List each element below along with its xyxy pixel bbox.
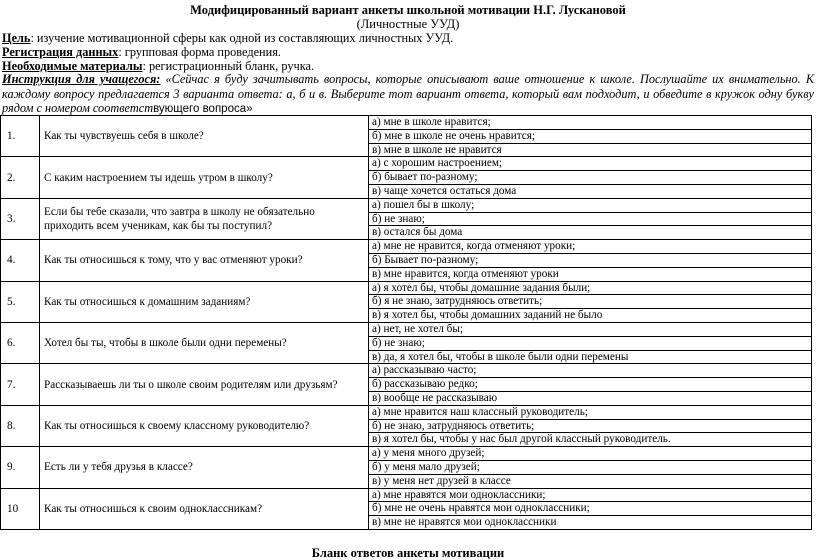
answer-option-b[interactable]: б) мне не очень нравятся мои одноклассники; bbox=[369, 501, 811, 515]
question-number: 2. bbox=[1, 157, 40, 198]
answer-option-a[interactable]: а) мне не нравится, когда отменяют уроки; bbox=[372, 240, 576, 253]
answer-option-c[interactable]: в) вообще не рассказываю bbox=[369, 391, 811, 405]
answer-option-b[interactable]: б) не знаю; bbox=[369, 336, 811, 350]
answer-option-c[interactable]: в) чаще хочется остаться дома bbox=[369, 184, 811, 198]
answer-option-c[interactable]: в) мне в школе не нравится bbox=[369, 143, 811, 157]
answer-option-b[interactable]: б) не знаю, затрудняюсь ответить; bbox=[369, 419, 811, 433]
question-text: Рассказываешь ли ты о школе своим родителям или друзьям? bbox=[40, 364, 369, 405]
document-subtitle: (Личностные УУД) bbox=[356, 17, 460, 31]
answer-option-b[interactable]: б) мне в школе не очень нравится; bbox=[369, 129, 811, 143]
materials-line bbox=[2, 59, 814, 73]
materials-text: : регистрационный бланк, ручка. bbox=[142, 59, 315, 73]
answer-options bbox=[369, 157, 812, 198]
answer-options bbox=[369, 488, 812, 529]
answer-option-c[interactable]: в) мне не нравятся мои одноклассники bbox=[369, 515, 811, 529]
questionnaire-body bbox=[1, 116, 812, 530]
question-text: Как ты относишься к своим одноклассникам? bbox=[40, 488, 369, 529]
answer-option-c[interactable]: в) я хотел бы, чтобы домашних заданий не было bbox=[369, 308, 811, 322]
goal-text: : изучение мотивационной сферы как одной из составляющих личностных УУД. bbox=[30, 31, 454, 45]
document-title: Модифицированный вариант анкеты школьной мотивации Н.Г. Лускановой bbox=[190, 3, 626, 17]
answer-option-c[interactable]: в) у меня нет друзей в классе bbox=[369, 474, 811, 488]
question-row bbox=[1, 281, 812, 322]
question-number: 3. bbox=[1, 198, 40, 239]
answer-option-a[interactable]: а) пошел бы в школу; bbox=[372, 198, 475, 211]
answer-options bbox=[369, 447, 812, 488]
question-text: Как ты относишься к домашним заданиям? bbox=[40, 281, 369, 322]
answer-option-a[interactable]: а) нет, не хотел бы; bbox=[372, 322, 463, 335]
answer-option-a[interactable]: а) рассказываю часто; bbox=[372, 364, 477, 377]
answer-options bbox=[369, 405, 812, 446]
answer-option-a[interactable]: а) мне нравится наш классный руководитель; bbox=[372, 405, 588, 418]
answer-option-b[interactable]: б) я не знаю, затрудняюсь ответить; bbox=[369, 294, 811, 308]
question-row bbox=[1, 322, 812, 363]
answer-option-c[interactable]: в) мне нравится, когда отменяют уроки bbox=[369, 267, 811, 281]
answer-option-b[interactable]: б) бывает по-разному; bbox=[369, 170, 811, 184]
answer-option-a[interactable]: а) у меня много друзей; bbox=[372, 447, 485, 460]
answer-options bbox=[369, 240, 812, 281]
registration-label: Регистрация данных bbox=[2, 45, 119, 59]
question-text: Если бы тебе сказали, что завтра в школу не обязательно приходить всем ученикам, как бы ты поступил? bbox=[40, 198, 369, 239]
answer-options bbox=[369, 198, 812, 239]
answer-option-b[interactable]: б) не знаю; bbox=[369, 212, 811, 226]
question-number: 4. bbox=[1, 240, 40, 281]
goal-label: Цель bbox=[2, 31, 31, 45]
answer-options bbox=[369, 116, 812, 157]
answer-option-a[interactable]: а) с хорошим настроением; bbox=[372, 157, 503, 170]
question-row bbox=[1, 447, 812, 488]
answer-options bbox=[369, 364, 812, 405]
question-row bbox=[1, 240, 812, 281]
materials-label: Необходимые материалы bbox=[2, 59, 143, 73]
registration-line bbox=[2, 45, 814, 59]
instruction-tail: вующего вопроса» bbox=[153, 103, 253, 115]
question-text: Как ты относишься к своему классному руководителю? bbox=[40, 405, 369, 446]
answer-sheet-title: Бланк ответов анкеты мотивации bbox=[311, 546, 505, 560]
question-text: Есть ли у тебя друзья в классе? bbox=[40, 447, 369, 488]
question-text: Как ты относишься к тому, что у вас отменяют уроки? bbox=[40, 240, 369, 281]
goal-line bbox=[2, 31, 814, 45]
answer-option-b[interactable]: б) Бывает по-разному; bbox=[369, 253, 811, 267]
question-row bbox=[1, 157, 812, 198]
instruction-paragraph bbox=[2, 72, 814, 117]
answer-option-c[interactable]: в) да, я хотел бы, чтобы в школе были одни перемены bbox=[369, 350, 811, 364]
question-number: 7. bbox=[1, 364, 40, 405]
question-row bbox=[1, 488, 812, 529]
question-text: С каким настроением ты идешь утром в школу? bbox=[40, 157, 369, 198]
instruction-text: «Сейчас я буду зачитывать вопросы, которые описывают ваше отношение к школе. Послушайте их внимательно. К каждому вопросу предлагается 3 варианта ответа: а, б и в. Выберите тот вариант ответа, который вам подходит, и обведите в кружок одну букву рядом с номером соответст bbox=[2, 72, 814, 115]
question-number: 1. bbox=[1, 116, 40, 157]
instruction-label: Инструкция для учащегося: bbox=[2, 72, 161, 86]
answer-option-b[interactable]: б) рассказываю редко; bbox=[369, 377, 811, 391]
answer-options bbox=[369, 281, 812, 322]
question-number: 9. bbox=[1, 447, 40, 488]
answer-option-b[interactable]: б) у меня мало друзей; bbox=[369, 460, 811, 474]
question-number: 10 bbox=[1, 488, 40, 529]
question-row bbox=[1, 116, 812, 157]
question-row bbox=[1, 405, 812, 446]
registration-text: : групповая форма проведения. bbox=[118, 45, 281, 59]
question-row bbox=[1, 364, 812, 405]
question-number: 6. bbox=[1, 322, 40, 363]
question-number: 8. bbox=[1, 405, 40, 446]
question-row bbox=[1, 198, 812, 239]
answer-option-c[interactable]: в) я хотел бы, чтобы у нас был другой классный руководитель. bbox=[369, 432, 811, 446]
answer-option-a[interactable]: а) мне в школе нравится; bbox=[372, 116, 491, 128]
question-text: Хотел бы ты, чтобы в школе были одни перемены? bbox=[40, 322, 369, 363]
question-text: Как ты чувствуешь себя в школе? bbox=[40, 116, 369, 157]
answer-option-a[interactable]: а) я хотел бы, чтобы домашние задания были; bbox=[372, 281, 591, 294]
question-number: 5. bbox=[1, 281, 40, 322]
answer-option-a[interactable]: а) мне нравятся мои одноклассники; bbox=[372, 488, 546, 501]
answer-options bbox=[369, 322, 812, 363]
answer-option-c[interactable]: в) остался бы дома bbox=[369, 225, 811, 239]
questionnaire-table bbox=[0, 115, 812, 530]
